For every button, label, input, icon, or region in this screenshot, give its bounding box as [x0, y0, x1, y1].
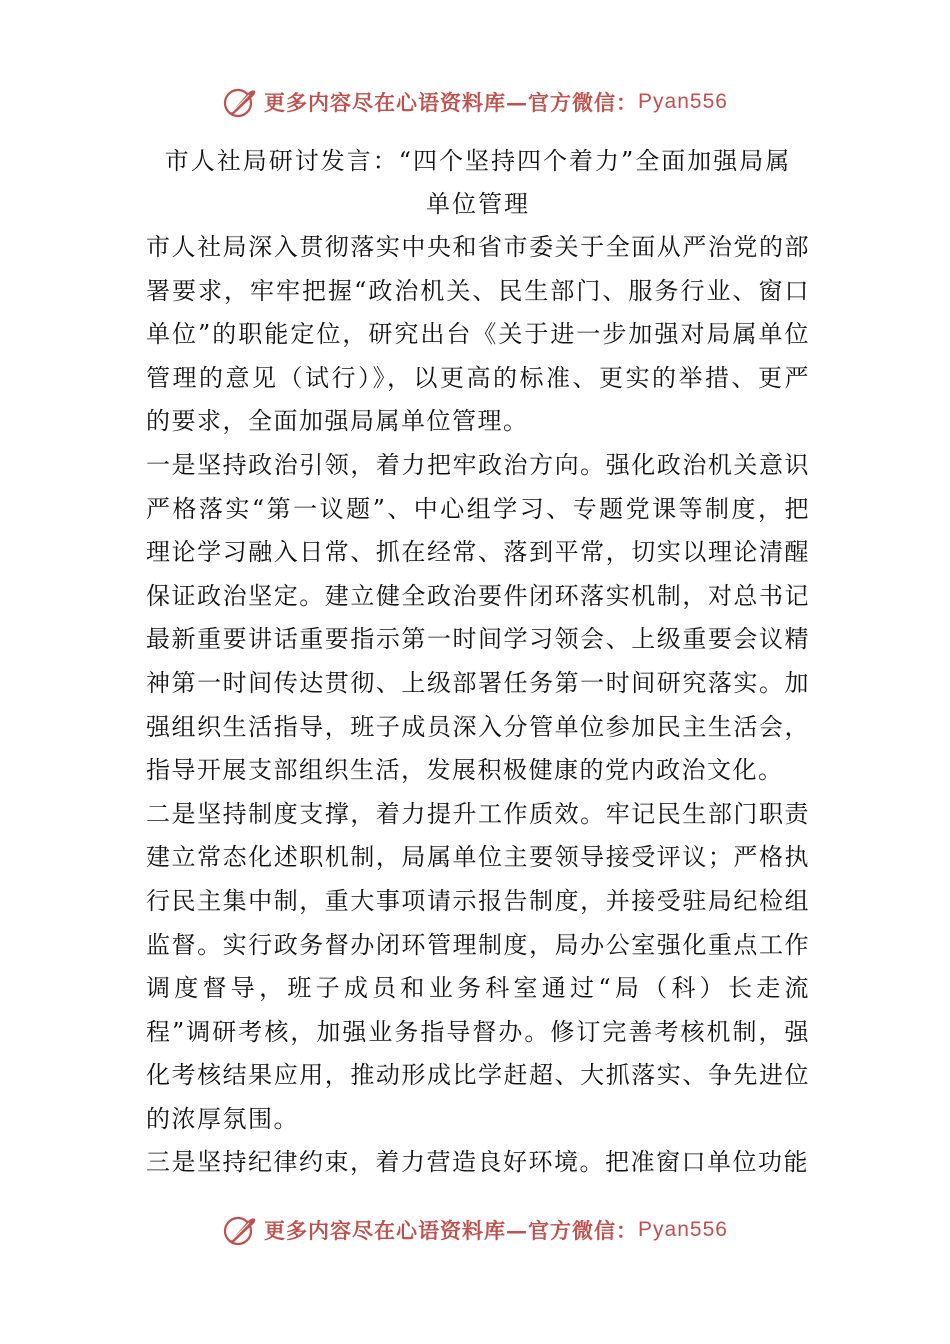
- quill-pen-logo-icon: [222, 84, 258, 120]
- document-title: [146, 140, 810, 226]
- document-title-line2: 单位管理: [426, 190, 530, 218]
- watermark-banner-bottom: [0, 1210, 950, 1250]
- watermark-banner-top: [0, 82, 950, 122]
- watermark-handle: Pyan556: [638, 1218, 728, 1241]
- watermark-text: 更多内容尽在心语资料库—官方微信：: [264, 1218, 639, 1243]
- paragraph-intro: 市人社局深入贯彻落实中央和省市委关于全面从严治党的部署要求，牢牢把握“政治机关、民生部门、服务行业、窗口单位”的职能定位，研究出台《关于进一步加强对局属单位管理的意见（试行）》，以更高的标准、更实的举措、更严的要求，全面加强局属单位管理。: [146, 233, 810, 436]
- paragraph-point-one: 一是坚持政治引领，着力把牢政治方向。强化政治机关意识严格落实“第一议题”、中心组学习、专题党课等制度，把理论学习融入日常、抓在经常、落到平常，切实以理论清醒保证政治坚定。建立健全政治要件闭环落实机制，对总书记最新重要讲话重要指示第一时间学习领会、上级重要会议精神第一时间传达贯彻、上级部署任务第一时间研究落实。加强组织生活指导，班子成员深入分管单位参加民主生活会，指导开展支部组织生活，发展积极健康的党内政治文化。: [146, 450, 810, 785]
- paragraph-point-three: 三是坚持纪律约束，着力营造良好环境。把准窗口单位功能: [146, 1148, 809, 1177]
- document-body: [146, 140, 810, 1185]
- document-title-line1: 市人社局研讨发言：“四个坚持四个着力”全面加强局属: [164, 147, 792, 175]
- paragraph-point-two: 二是坚持制度支撑，着力提升工作质效。牢记民生部门职责建立常态化述职机制，局属单位主要领导接受评议；严格执行民主集中制，重大事项请示报告制度，并接受驻局纪检组监督。实行政务督办闭环管理制度，局办公室强化重点工作调度督导，班子成员和业务科室通过“局（科）长走流程”调研考核，加强业务指导督办。修订完善考核机制，强化考核结果应用，推动形成比学赶超、大抓落实、争先进位的浓厚氛围。: [146, 799, 810, 1133]
- quill-pen-logo-icon: [222, 1212, 258, 1248]
- watermark-text: 更多内容尽在心语资料库—官方微信：: [264, 90, 639, 115]
- watermark-handle: Pyan556: [638, 90, 728, 113]
